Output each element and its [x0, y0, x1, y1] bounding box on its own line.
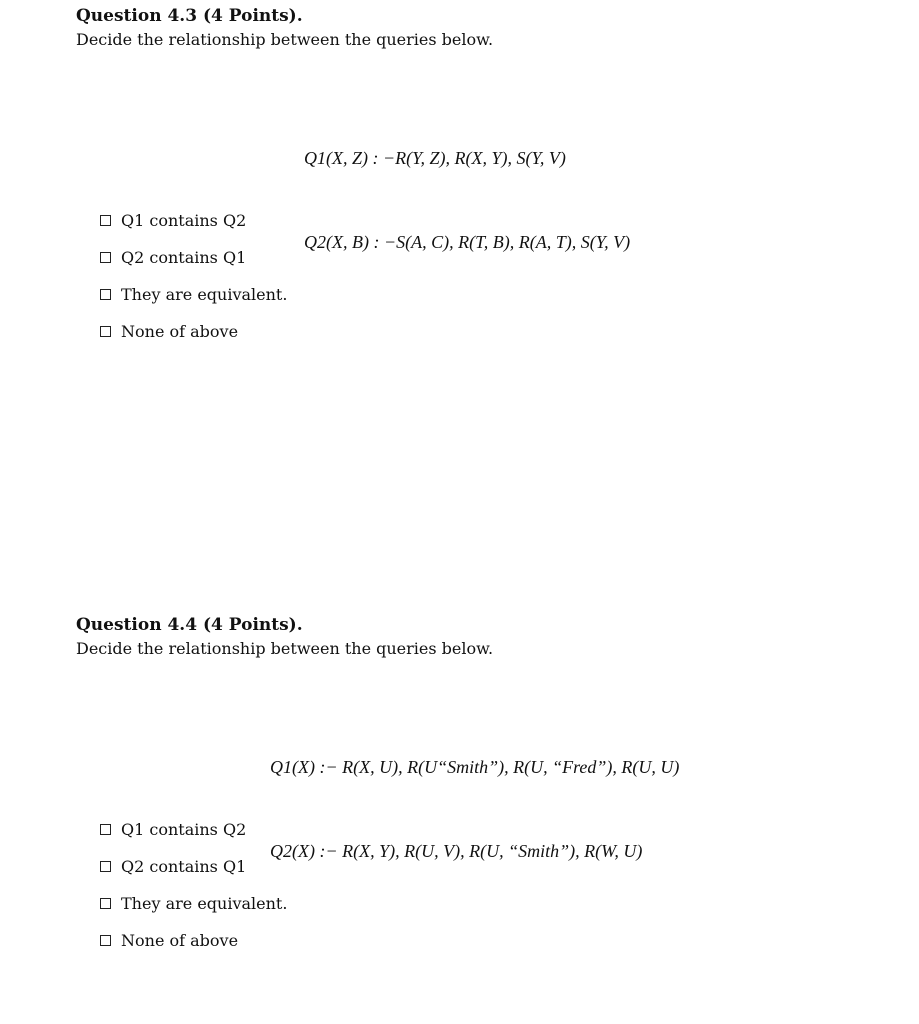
answer-options — [100, 202, 287, 350]
checkbox-icon[interactable] — [100, 935, 111, 946]
checkbox-icon[interactable] — [100, 326, 111, 337]
query-q2: Q2(X) :− R(X, Y), R(U, V), R(U, “Smith”), R(W, U) — [270, 841, 643, 861]
query-block — [304, 88, 630, 284]
answer-options — [100, 811, 287, 959]
query-q1: Q1(X) :− R(X, U), R(U“Smith”), R(U, “Fred”), R(U, U) — [270, 757, 680, 777]
option-label: None of above — [121, 931, 239, 950]
option-q1-contains-q2[interactable] — [100, 811, 287, 848]
query-q1: Q1(X, Z) : −R(Y, Z), R(X, Y), S(Y, V) — [304, 148, 566, 168]
option-equivalent[interactable] — [100, 276, 287, 313]
checkbox-icon[interactable] — [100, 289, 111, 300]
option-none[interactable] — [100, 313, 287, 350]
option-label: None of above — [121, 322, 239, 341]
checkbox-icon[interactable] — [100, 215, 111, 226]
option-q2-contains-q1[interactable] — [100, 848, 287, 885]
option-label: Q1 contains Q2 — [121, 211, 247, 230]
option-none[interactable] — [100, 922, 287, 959]
question-prompt: Decide the relationship between the queries below. — [76, 30, 494, 49]
question-points: (4 Points). — [202, 6, 303, 26]
question-title — [76, 614, 896, 636]
question-4-3 — [76, 5, 896, 51]
option-equivalent[interactable] — [100, 885, 287, 922]
option-label: Q2 contains Q1 — [121, 248, 247, 267]
question-prompt: Decide the relationship between the queries below. — [76, 639, 494, 658]
checkbox-icon[interactable] — [100, 861, 111, 872]
question-4-4 — [76, 614, 896, 660]
question-points: (4 Points). — [202, 615, 303, 635]
option-q1-contains-q2[interactable] — [100, 202, 287, 239]
question-number: Question 4.3 — [76, 6, 198, 26]
option-label: Q2 contains Q1 — [121, 857, 247, 876]
question-number: Question 4.4 — [76, 615, 198, 635]
query-q2: Q2(X, B) : −S(A, C), R(T, B), R(A, T), S(Y, V) — [304, 232, 631, 252]
option-q2-contains-q1[interactable] — [100, 239, 287, 276]
checkbox-icon[interactable] — [100, 252, 111, 263]
option-label: They are equivalent. — [121, 894, 288, 913]
checkbox-icon[interactable] — [100, 898, 111, 909]
option-label: They are equivalent. — [121, 285, 288, 304]
option-label: Q1 contains Q2 — [121, 820, 247, 839]
checkbox-icon[interactable] — [100, 824, 111, 835]
query-block — [270, 697, 679, 893]
question-title — [76, 5, 896, 27]
